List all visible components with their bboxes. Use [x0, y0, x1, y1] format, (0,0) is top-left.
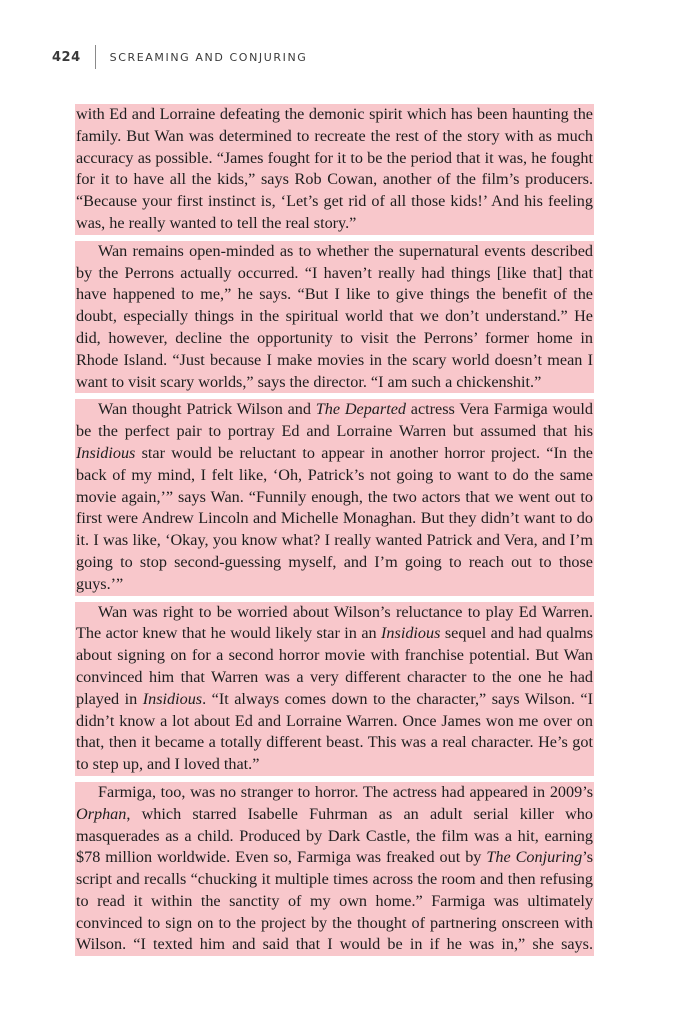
paragraph-text: star would be reluctant to appear in another horror project. “In the back of my mind, I felt like, ‘Oh, Patrick’s not going to want to do the same movie again,’” says Wan. “Funnily enough, the two actors that we went out to first were Andrew Lincoln and Michelle Monaghan. But they didn’t want to do it. I was like, ‘Okay, you know what? I really wanted Patrick and Vera, and I’m going to stop second-guessing myself, and I’m going to reach out to those guys.’” — [76, 443, 593, 593]
highlighted-paragraph — [75, 602, 594, 776]
italic-title-text: The Departed — [315, 400, 406, 419]
highlighted-paragraph — [75, 782, 594, 956]
paragraph-text: Wan thought Patrick Wilson and — [98, 400, 316, 419]
italic-title-text: Insidious — [142, 689, 203, 708]
paragraph-text: , which starred Isabelle Fuhrman as an adult serial killer who masquerades as a child. Produced by Dark Castle, the film was a hit, earning $78 million worldwide. Even so, Farmiga was freaked out by — [76, 804, 593, 867]
paragraph-text: sequel and had qualms about signing on for a second horror movie with franchise potential. But Wan convinced him that Warren was a very different character to the one he had played in — [76, 624, 593, 708]
paragraph-text: actress Vera Farmiga would be the perfect pair to portray Ed and Lorraine Warren but assumed that his — [76, 400, 593, 441]
highlighted-paragraph — [75, 104, 594, 235]
header-divider — [95, 45, 96, 69]
paragraph-text: Wan remains open-minded as to whether the supernatural events described by the Perrons actually occurred. “I haven’t really had things [like that] that have happened to me,” he says. “But I like to give things the benefit of the doubt, especially things in the spiritual world that we don’t understand.” He did, however, decline the opportunity to visit the Perrons’ former home in Rhode Island. “Just because I make movies in the scary world doesn’t mean I want to visit scary worlds,” says the director. “I am such a chickenshit.” — [76, 241, 593, 391]
running-head — [52, 44, 307, 70]
italic-title-text: Insidious — [381, 624, 441, 643]
paragraph-text: . “It always comes down to the character,” says Wilson. “I didn’t know a lot about Ed and Lorraine Warren. Once James won me over on that, then it became a totally different beast. This was a real character. He’s got to step up, and I loved that.” — [76, 689, 593, 774]
page-number: 424 — [52, 49, 81, 65]
chapter-title: SCREAMING AND CONJURING — [109, 50, 308, 64]
body-text — [75, 104, 594, 962]
italic-title-text: Orphan — [76, 804, 127, 823]
paragraph-text: Farmiga, too, was no stranger to horror. The actress had appeared in 2009’s — [98, 782, 593, 801]
italic-title-text: The Conjuring — [486, 848, 583, 867]
paragraph-text: Wan was right to be worried about Wilson’s reluctance to play Ed Warren. The actor knew that he would likely star in an — [76, 602, 593, 643]
highlighted-paragraph — [75, 399, 594, 595]
paragraph-text: ’s script and recalls “chucking it multiple times across the room and then refusing to read it within the sanctity of my own home.” Farmiga was ultimately convinced to sign on to the project by the thought of partnering onscreen with Wilson. “I texted him and said that I would be in if he was in,” she says. — [76, 848, 593, 954]
italic-title-text: Insidious — [76, 443, 136, 462]
paragraph-text: with Ed and Lorraine defeating the demonic spirit which has been haunting the family. But Wan was determined to recreate the rest of the story with as much accuracy as possible. “James fought for it to be the period that it was, he fought for it to have all the kids,” says Rob Cowan, another of the film’s producers. “Because your first instinct is, ‘Let’s get rid of all those kids!’ And his feeling was, he really wanted to tell the real story.” — [76, 105, 593, 232]
highlighted-paragraph — [75, 241, 594, 394]
